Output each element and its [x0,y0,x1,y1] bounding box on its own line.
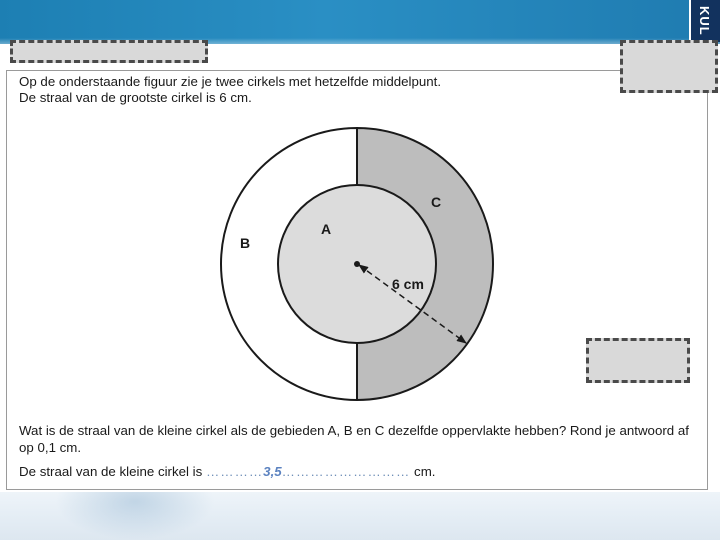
logo-text: KUL [697,6,712,36]
exercise-panel [6,70,708,490]
logo [689,0,720,42]
title-placeholder [10,40,208,63]
header-band [0,0,720,44]
label-b: B [240,235,251,251]
label-a: A [321,221,332,237]
footer-band [0,492,720,540]
answer-value: 3,5 [263,464,282,479]
answer-dots-before: ………… [205,464,264,479]
intro-line-2: De straal van de grootste cirkel is 6 cm. [19,90,252,105]
intro-line-1: Op de onderstaande figuur zie je twee cirkels met hetzelfde middelpunt. [19,74,442,89]
right-placeholder [586,338,690,383]
center-point [354,261,360,267]
question-text: Wat is de straal van de kleine cirkel als de gebieden A, B en C dezelfde oppervlakte hebben? Rond je antwoord af op 0,1 cm. [19,423,689,455]
label-c: C [431,194,442,210]
answer-line [19,464,435,479]
radius-label: 6 cm [392,276,424,292]
answer-unit: cm. [414,464,436,479]
answer-prefix: De straal van de kleine cirkel is [19,464,203,479]
answer-dots-after: ……………………… [281,464,411,479]
top-right-placeholder [620,40,718,93]
footer-decoration [55,492,215,540]
